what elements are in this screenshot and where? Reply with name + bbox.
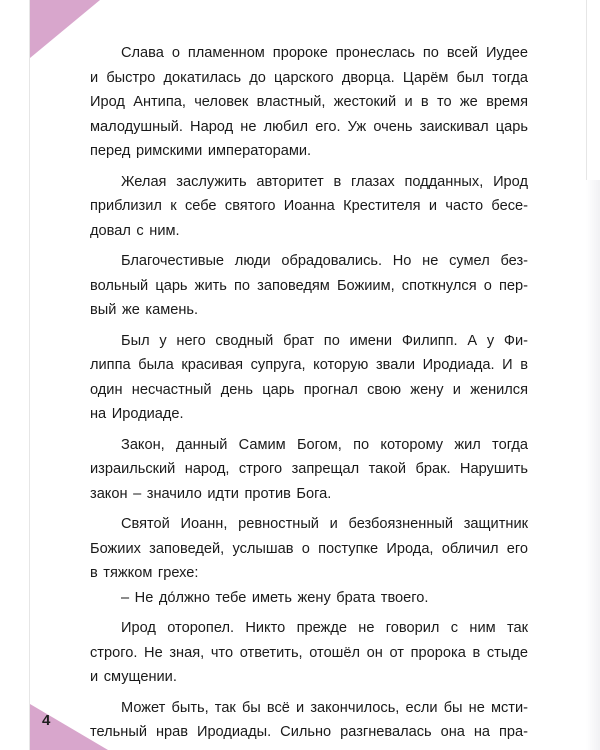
text-line: в тяжком грехе: xyxy=(90,565,199,581)
text-line: Ирод Антипа, человек властный, жестокий и в то же время xyxy=(90,94,528,110)
text-line: и быстро докатилась до царского дворца. Царём был тогда xyxy=(90,69,528,86)
text-line: малодушный. Народ не любил его. Уж очень заискивал царь xyxy=(90,118,528,135)
page-edge-shadow xyxy=(586,180,600,750)
body-text xyxy=(90,41,528,745)
page-number: 4 xyxy=(42,712,51,729)
text-line: приблизил к себе святого Иоанна Крестителя и часто бесе- xyxy=(90,198,528,214)
text-line: на Иродиаде. xyxy=(90,406,184,422)
text-line: и смущении. xyxy=(90,669,177,685)
text-line: Ирод оторопел. Никто прежде не говорил с ним так xyxy=(121,620,528,636)
text-line: закон – значило идти против Бога. xyxy=(90,485,332,502)
text-line: Божиих заповедей, услышав о поступке Ирода, обличил его xyxy=(90,540,528,557)
text-line: – Не до́лжно тебе иметь жену брата твоего. xyxy=(121,589,429,606)
text-line: Был у него сводный брат по имени Филипп. А у Фи- xyxy=(121,332,528,349)
text-line: вый же камень. xyxy=(90,302,199,318)
text-line: довал с ним. xyxy=(90,222,180,239)
text-line: строго. Не зная, что ответить, отошёл он от пророка в стыде xyxy=(90,644,528,661)
text-line: Может быть, так бы всё и закончилось, если бы не мсти- xyxy=(121,699,528,716)
text-line: Слава о пламенном пророке пронеслась по всей Иудее xyxy=(121,45,528,61)
text-line: Святой Иоанн, ревностный и безбоязненный защитник xyxy=(121,516,528,532)
text-line: тельный нрав Иродиады. Сильно разгневалась она на пра- xyxy=(90,724,528,740)
text-line: перед римскими императорами. xyxy=(90,143,312,159)
text-line: Благочестивые люди обрадовались. Но не сумел без- xyxy=(121,253,528,269)
text-line: вольный царь жить по заповедям Божиим, споткнулся о пер- xyxy=(90,277,528,294)
text-line: Желая заслужить авторитет в глазах подданных, Ирод xyxy=(121,173,528,190)
text-line: израильский народ, строго запрещал такой брак. Нарушить xyxy=(90,461,528,477)
text-line: Закон, данный Самим Богом, по которому жил тогда xyxy=(121,436,528,453)
text-line: один несчастный день царь прогнал свою жену и женился xyxy=(90,381,528,398)
text-line: липпа была красивая супруга, которую звали Иродиада. И в xyxy=(90,357,528,373)
